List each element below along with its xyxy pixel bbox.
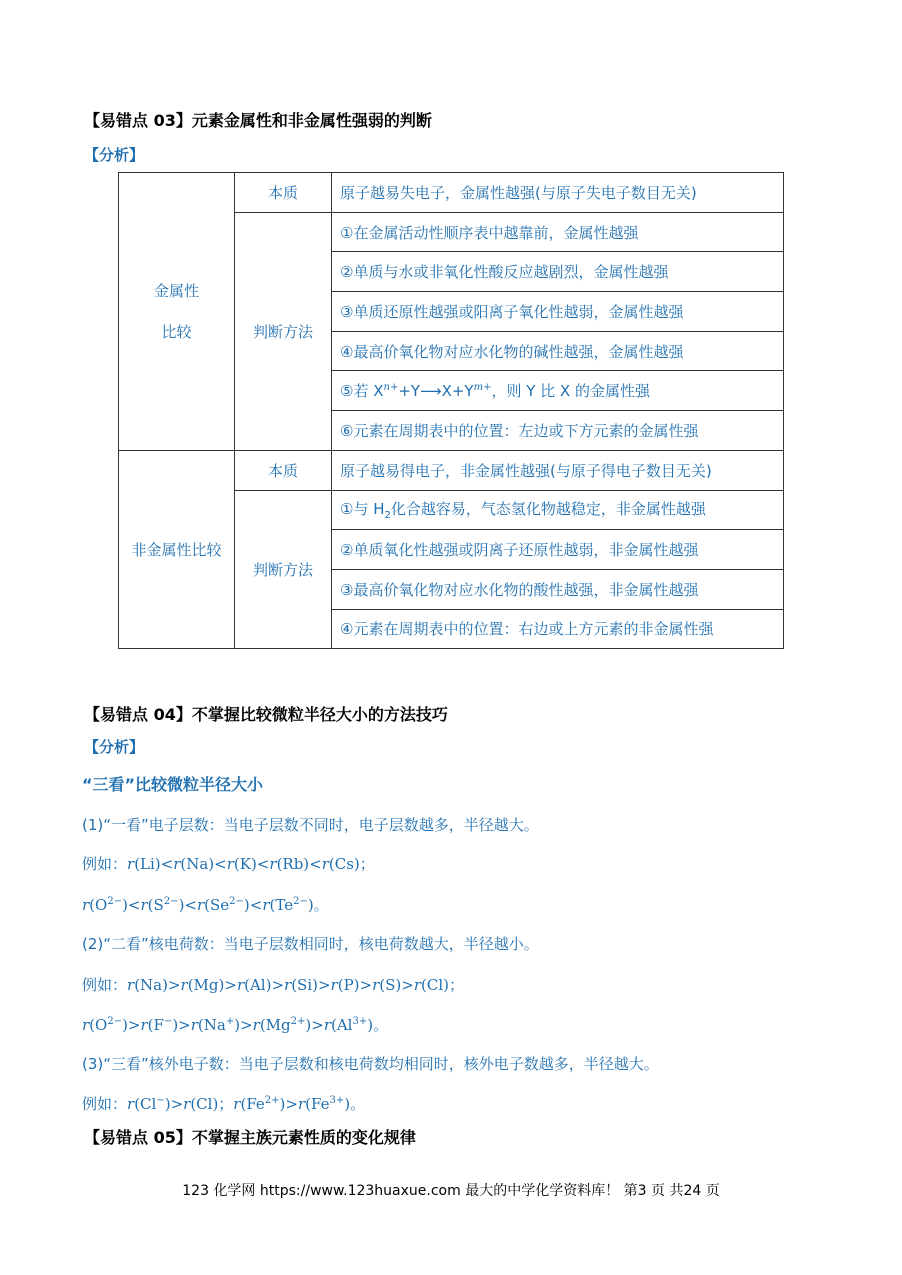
metal-method-3: ③单质还原性越强或阳离子氧化性越弱，金属性越强: [332, 292, 784, 332]
metal-method-6: ⑥元素在周期表中的位置：左边或下方元素的金属性强: [332, 411, 784, 451]
metal-label-line2: 比较: [161, 323, 192, 342]
metal-method-1: ①在金属活动性顺序表中越靠前，金属性越强: [332, 212, 784, 252]
rule-2-example-2: $r(O^{2-})>r(F^-)>r(Na^+)>r(Mg^{2+})>r(Al^{3+})$。: [82, 1016, 389, 1034]
rule-2-text: (2)“二看”核电荷数：当电子层数相同时，核电荷数越大，半径越小。: [82, 935, 539, 953]
nonmetal-method-3: ③最高价氧化物对应水化物的酸性越强，非金属性越强: [332, 569, 784, 609]
rule-3-example: 例如：r(Cl−)>r(Cl)；$r(Fe^{2+})>r(Fe^{3+})$。: [82, 1095, 366, 1113]
nonmetal-method-2: ②单质氧化性越强或阴离子还原性越弱，非金属性越强: [332, 530, 784, 570]
rule-1-text: (1)“一看”电子层数：当电子层数不同时，电子层数越多，半径越大。: [82, 816, 539, 834]
metal-method-4: ④最高价氧化物对应水化物的碱性越强，金属性越强: [332, 331, 784, 371]
rule-2-example-1: 例如：r(Na)>r(Mg)>r(Al)>r(Si)>r(P)>r(S)>r(Cl)；: [82, 976, 464, 994]
metal-method-2: ②单质与水或非氧化性酸反应越剧烈，金属性越强: [332, 252, 784, 292]
nonmetal-essence-text: 原子越易得电子，非金属性越强(与原子得电子数目无关): [332, 450, 784, 490]
metal-nonmetal-table: [118, 172, 784, 649]
section-03-heading: 【易错点 03】元素金属性和非金属性强弱的判断: [84, 111, 432, 130]
rule-1-example-2: $r(O^{2-})<r(S^{2-})<r(Se^{2-})<r(Te^{2-})$。: [82, 896, 329, 914]
metal-method-5: ⑤若 $X^{n+}+Y⟶X+Y^{m+}$，则 Y 比 X 的金属性强: [332, 371, 784, 411]
page-footer: 123 化学网 https://www.123huaxue.com 最大的中学化学资料库！ 第3 页 共24 页: [182, 1183, 720, 1199]
nonmetal-method-1: ①与 $H_2$化合越容易，气态氢化物越稳定，非金属性越强: [332, 490, 784, 530]
metal-essence-text: 原子越易失电子，金属性越强(与原子失电子数目无关): [332, 173, 784, 213]
nonmetal-method-4: ④元素在周期表中的位置：右边或上方元素的非金属性强: [332, 609, 784, 649]
nonmetal-row-label: 非金属性比较: [119, 450, 235, 648]
section-04-heading: 【易错点 04】不掌握比较微粒半径大小的方法技巧: [84, 705, 448, 724]
section-05-heading: 【易错点 05】不掌握主族元素性质的变化规律: [84, 1128, 416, 1147]
nonmetal-essence-label: 本质: [235, 450, 332, 490]
section-04-subtitle: “三看”比较微粒半径大小: [82, 775, 264, 794]
rule-1-example-1: 例如：r(Li)<r(Na)<r(K)<r(Rb)<r(Cs)；: [82, 855, 375, 873]
metal-essence-label: 本质: [235, 173, 332, 213]
section-04-analysis-label: 【分析】: [84, 738, 145, 756]
section-03-analysis-label: 【分析】: [84, 146, 145, 164]
metal-label-line1: 金属性: [153, 282, 199, 301]
rule-3-text: (3)“三看”核外电子数：当电子层数和核电荷数均相同时，核外电子数越多，半径越大。: [82, 1055, 659, 1073]
metal-row-label: [119, 173, 235, 451]
nonmetal-method-label: 判断方法: [235, 490, 332, 649]
metal-method-label: 判断方法: [235, 212, 332, 450]
